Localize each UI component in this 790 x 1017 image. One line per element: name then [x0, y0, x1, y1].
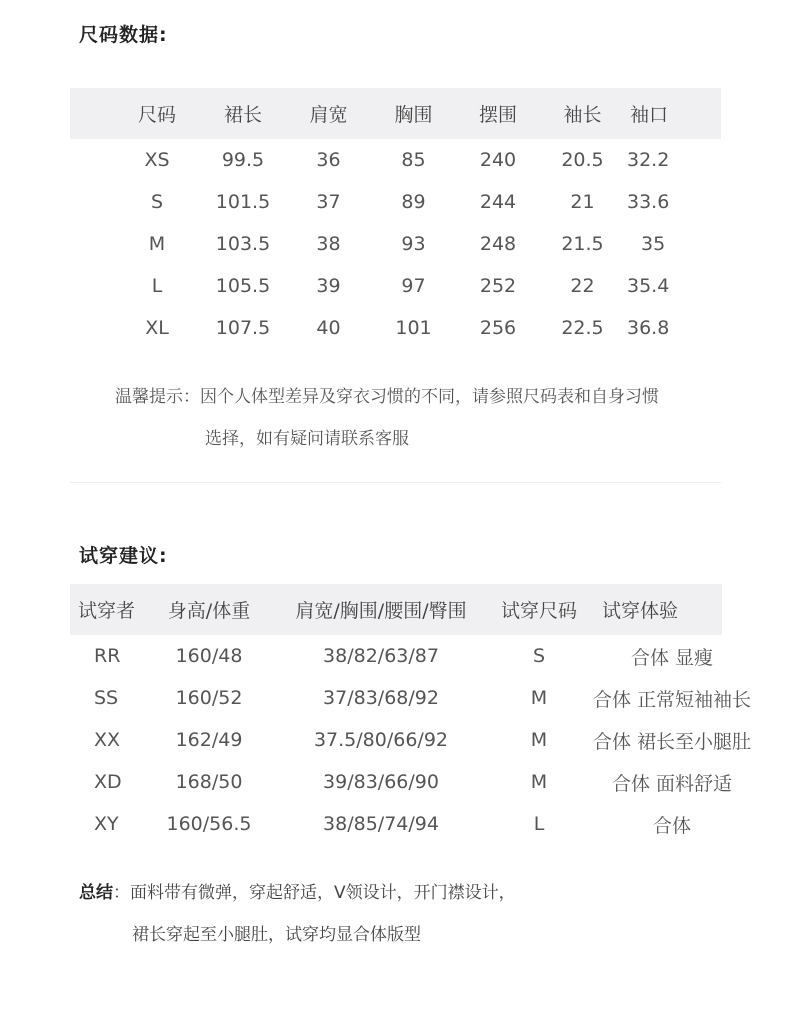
table-cell: 36 [316, 149, 341, 171]
table-cell: XX [94, 729, 121, 751]
table-cell: 20.5 [561, 149, 604, 171]
table-cell: 93 [401, 233, 426, 255]
table-cell: 160/56.5 [166, 813, 252, 835]
table-cell: 105.5 [215, 275, 271, 297]
table-cell: 39/83/66/90 [323, 771, 439, 793]
size-table [70, 88, 721, 349]
table-cell: XY [94, 813, 119, 835]
header-cell: 身高/体重 [144, 584, 274, 635]
table-cell: L [151, 275, 163, 297]
table-cell: 21.5 [561, 233, 604, 255]
table-cell: 160/48 [175, 645, 243, 667]
table-cell: 合体 正常短袖袖长 [592, 688, 752, 711]
table-cell: 85 [401, 149, 426, 171]
table-cell: 39 [316, 275, 341, 297]
size-data-title: 尺码数据: [79, 24, 168, 46]
header-cell: 肩宽/胸围/腰围/臀围 [274, 584, 488, 635]
try-on-table [70, 584, 754, 845]
table-row [70, 139, 721, 181]
table-cell: 244 [479, 191, 517, 213]
header-cell: 试穿尺码 [488, 584, 590, 635]
table-cell: 107.5 [215, 317, 271, 339]
table-cell: 160/52 [175, 687, 243, 709]
table-cell: 101.5 [215, 191, 271, 213]
table-cell: 103.5 [215, 233, 271, 255]
table-cell: 35.4 [627, 275, 670, 297]
summary-text-1: ：面料带有微弹，穿起舒适，V领设计，开门襟设计， [113, 883, 516, 903]
table-cell: 合体 显瘦 [630, 646, 714, 669]
table-cell: 22 [570, 275, 595, 297]
table-cell: SS [94, 687, 119, 709]
header-cell: 试穿者 [70, 584, 144, 635]
header-cell: 裙长 [200, 88, 286, 139]
table-cell: 合体 面料舒适 [611, 772, 733, 795]
table-cell: 33.6 [627, 191, 670, 213]
size-table-header [70, 88, 721, 139]
table-cell: 38/82/63/87 [323, 645, 439, 667]
table-row [70, 635, 754, 677]
table-cell: 256 [479, 317, 517, 339]
tip-text-line-2: 选择，如有疑问请联系客服 [205, 429, 409, 449]
header-cell: 袖长 [540, 88, 625, 139]
table-cell: 36.8 [627, 317, 670, 339]
table-cell: XD [94, 771, 122, 793]
table-row [70, 223, 721, 265]
table-cell: 22.5 [561, 317, 604, 339]
table-cell: 35 [641, 233, 666, 255]
table-cell: 37.5/80/66/92 [313, 729, 449, 751]
table-cell: 89 [401, 191, 426, 213]
table-cell: 99.5 [221, 149, 265, 171]
table-cell: S [532, 645, 546, 667]
header-cell: 试穿体验 [590, 584, 754, 635]
table-cell: 合体 裙长至小腿肚 [592, 730, 752, 753]
table-cell: 240 [479, 149, 517, 171]
table-cell: 37/83/68/92 [323, 687, 439, 709]
table-cell: M [530, 771, 548, 793]
header-cell: 肩宽 [286, 88, 371, 139]
header-cell: 袖口 [625, 88, 721, 139]
table-cell: M [530, 729, 548, 751]
table-cell: S [150, 191, 164, 213]
table-cell: 合体 [652, 814, 691, 837]
header-cell: 尺码 [114, 88, 200, 139]
header-cell: 胸围 [371, 88, 456, 139]
table-cell: 168/50 [175, 771, 243, 793]
table-row [70, 307, 721, 349]
table-cell: XL [145, 317, 169, 339]
table-cell: 37 [316, 191, 341, 213]
table-cell: L [533, 813, 545, 835]
table-row [70, 265, 721, 307]
header-spacer [70, 88, 114, 139]
try-on-title: 试穿建议: [79, 545, 168, 567]
table-row [70, 181, 721, 223]
summary-label: 总结 [79, 883, 113, 903]
table-cell: 38/85/74/94 [323, 813, 439, 835]
table-row [70, 761, 754, 803]
table-row [70, 719, 754, 761]
table-row [70, 803, 754, 845]
section-divider [70, 482, 721, 483]
table-cell: 248 [479, 233, 517, 255]
table-cell: 252 [479, 275, 517, 297]
table-cell: M [530, 687, 548, 709]
table-cell: 21 [570, 191, 595, 213]
table-cell: 101 [395, 317, 432, 339]
header-cell: 摆围 [456, 88, 540, 139]
table-cell: M [148, 233, 166, 255]
table-row [70, 677, 754, 719]
table-cell: 97 [401, 275, 426, 297]
table-cell: RR [94, 645, 121, 667]
table-cell: 38 [316, 233, 341, 255]
table-cell: 162/49 [175, 729, 243, 751]
tip-text-line-1: 温馨提示：因个人体型差异及穿衣习惯的不同，请参照尺码表和自身习惯 [115, 387, 659, 407]
table-cell: 40 [316, 317, 341, 339]
summary-line-1 [79, 878, 516, 903]
summary-line-2: 裙长穿起至小腿肚，试穿均显合体版型 [132, 925, 421, 945]
table-cell: 32.2 [627, 149, 670, 171]
try-table-header [70, 584, 754, 635]
table-cell: XS [144, 149, 170, 171]
